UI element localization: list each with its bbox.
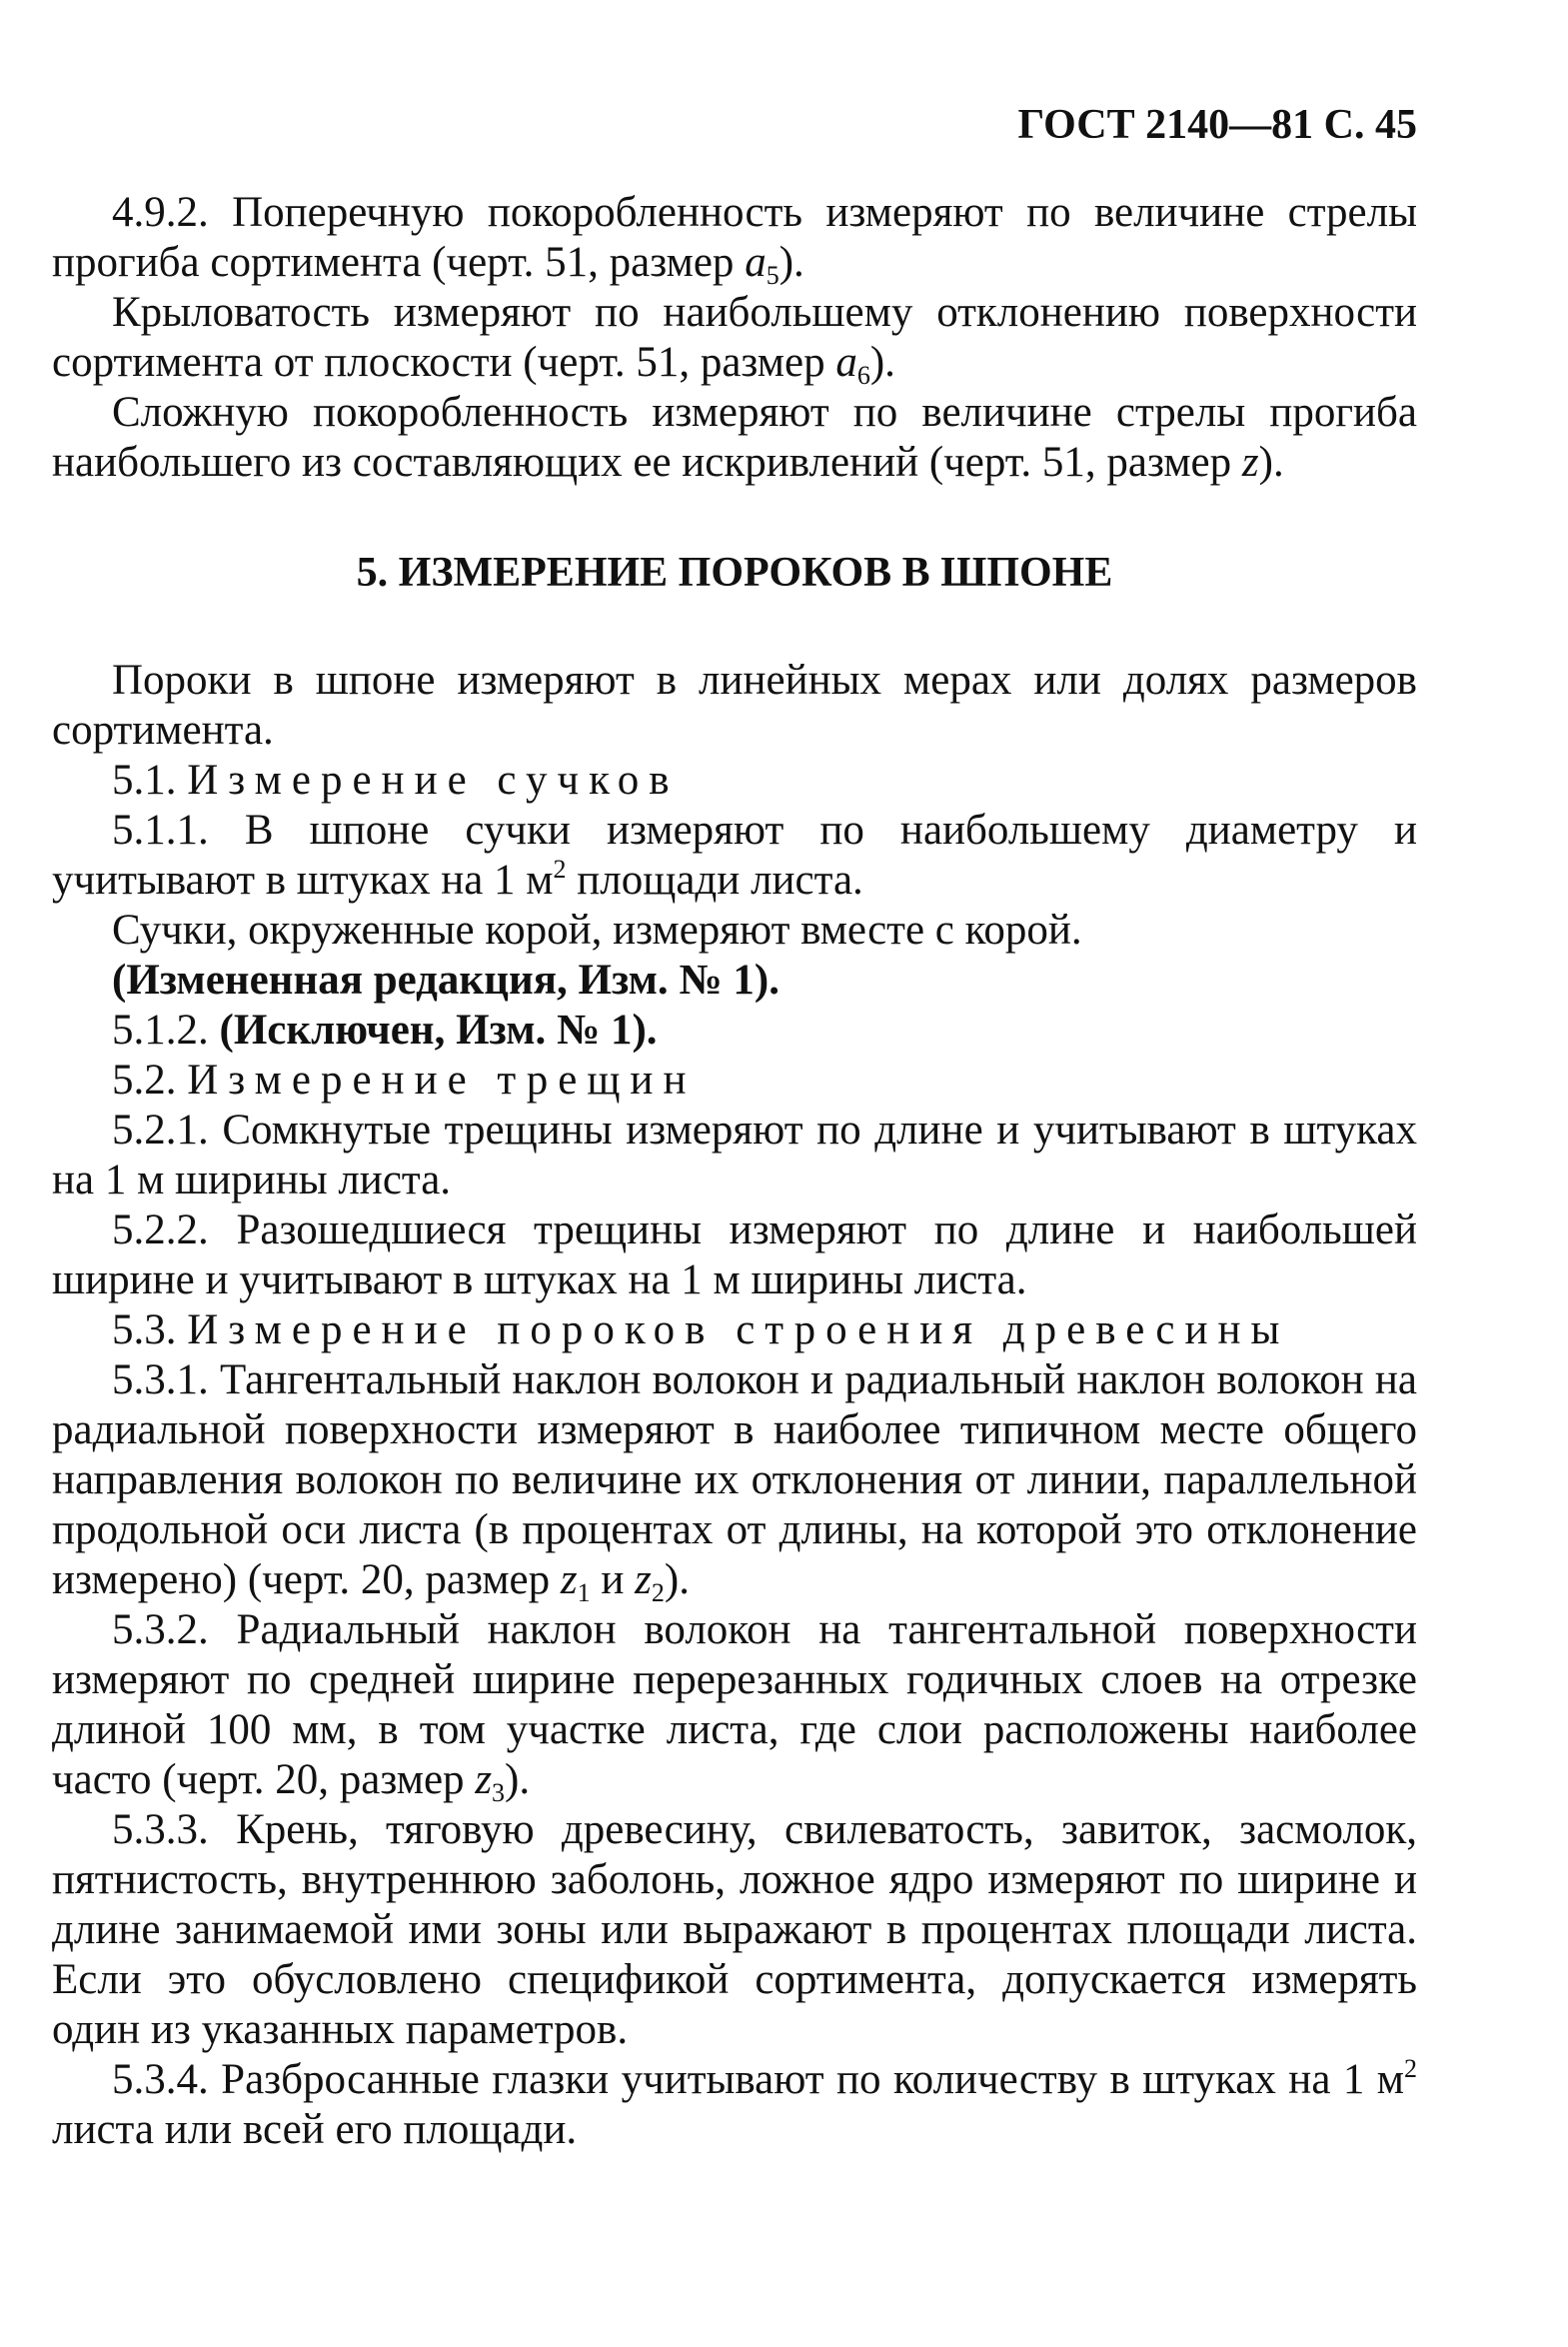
heading-title: Измерение сучков [187,757,680,804]
paragraph-text: и [590,1556,636,1603]
variable: a [745,239,767,286]
document-page [52,100,1417,2155]
paragraph-text: ). [869,339,895,386]
section-title: 5. ИЗМЕРЕНИЕ ПОРОКОВ В ШПОНЕ [356,550,1113,596]
paragraph-intro: Пороки в шпоне измеряют в линейных мерах или долях размеров сортимента. [52,657,1417,754]
page-header: ГОСТ 2140—81 С. 45 [1017,102,1417,148]
paragraph-krylovatost [52,288,1417,388]
paragraph-text: Крыловатость измеряют по наибольшему отклонению поверхности сортимента от плоскости (черт. 51, размер [52,289,1417,386]
paragraph-text: 5.1.1. В шпоне сучки измеряют по наибольшему диаметру и учитывают в штуках на 1 м [52,807,1417,904]
paragraph-text: листа или всей его площади. [52,2106,578,2153]
paragraph-text: ). [664,1556,690,1603]
paragraph-4-9-2 [52,188,1417,288]
paragraph-5-2-2: 5.2.2. Разошедшиеся трещины измеряют по длине и наибольшей ширине и учитывают в штуках на 1 м ширины листа. [52,1206,1417,1303]
superscript: 2 [1404,2054,1417,2083]
paragraph-text: площади листа. [566,857,863,904]
paragraph-5-3-1 [52,1355,1417,1605]
subscript: 1 [577,1578,591,1607]
paragraph-suchki: Сучки, окруженные корой, измеряют вместе с корой. [112,907,1082,954]
variable: z [1241,439,1259,486]
paragraph-5-3-4 [52,2055,1417,2155]
paragraph-slozhnaya [52,388,1417,488]
paragraph-number: 5.1.2. [112,1007,220,1054]
subscript: 5 [766,261,780,290]
paragraph-text: 4.9.2. Поперечную покоробленность измеряют по величине стрелы прогиба сортимента (черт. 51, размер [52,189,1417,286]
paragraph-amendment: (Измененная редакция, Изм. № 1). [112,957,780,1004]
paragraph-text: 5.3.2. Радиальный наклон волокон на тангентальной поверхности измеряют по средней ширине перерезанных годичных слоев на отрезке длиной 100 мм, в том участке листа, где слои расположены наиболее часто (черт. 20, размер [52,1606,1417,1803]
superscript: 2 [553,855,567,884]
heading-number: 5.1. [112,757,188,804]
paragraph-5-1-2 [52,1006,1417,1056]
subsection-heading-5-1 [52,756,1417,806]
variable: a [835,339,857,386]
paragraph-5-3-2 [52,1605,1417,1805]
heading-number: 5.3. [112,1306,188,1353]
variable: z [475,1756,493,1803]
paragraph-text: (Исключен, Изм. № 1). [219,1007,658,1054]
heading-number: 5.2. [112,1057,188,1104]
subsection-heading-5-2 [52,1056,1417,1106]
variable: z [560,1556,578,1603]
subscript: 6 [856,361,870,390]
paragraph-text: ). [1258,439,1284,486]
subsection-heading-5-3 [52,1305,1417,1355]
paragraph-text: ). [505,1756,531,1803]
heading-title: Измерение трещин [187,1057,697,1104]
paragraph-5-2-1: 5.2.1. Сомкнутые трещины измеряют по длине и учитывают в штуках на 1 м ширины листа. [52,1107,1417,1203]
variable: z [635,1556,652,1603]
paragraph-5-3-3: 5.3.3. Крень, тяговую древесину, свилеватость, завиток, засмолок, пятнистость, внутреннюю заболонь, ложное ядро измеряют по ширине и длине занимаемой ими зоны или выражают в процентах площади листа. Если это обусловлено спецификой сортимента, допускается измерять один из указанных параметров. [52,1806,1417,2053]
heading-title: Измерение пороков строения древесины [187,1306,1290,1353]
paragraph-text: Сложную покоробленность измеряют по величине стрелы прогиба наибольшего из составляющих ее искривлений (черт. 51, размер [52,389,1417,486]
paragraph-text: 5.3.4. Разбросанные глазки учитывают по количеству в штуках на 1 м [112,2056,1404,2103]
paragraph-text: ). [779,239,804,286]
subscript: 3 [492,1778,506,1807]
paragraph-text: 5.3.1. Тангентальный наклон волокон и радиальный наклон волокон на радиальной поверхности измеряют в наиболее типичном месте общего направления волокон по величине их отклонения от линии, параллельной продольной оси листа (в процентах от длины, на которой это отклонение измерено) (черт. 20, размер [52,1356,1417,1603]
paragraph-5-1-1 [52,806,1417,906]
subscript: 2 [651,1578,665,1607]
